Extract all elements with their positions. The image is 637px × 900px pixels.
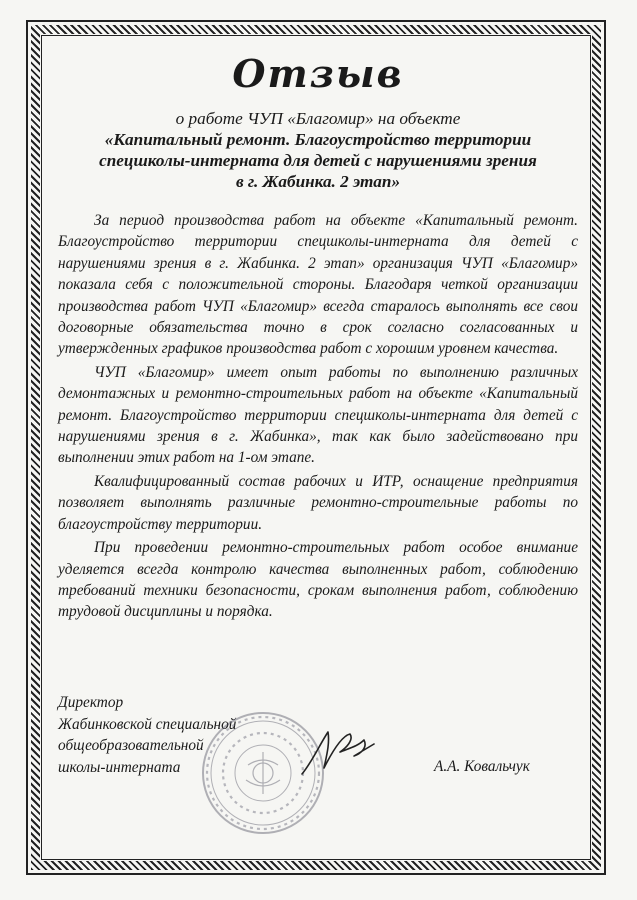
signatory-line-3: общеобразовательной <box>58 737 204 754</box>
signatory-line-1: Директор <box>58 694 124 711</box>
letter-body <box>58 210 578 623</box>
subtitle-line-3: спецшколы-интерната для детей с нарушениями зрения <box>99 151 537 170</box>
paragraph-3: Квалифицированный состав рабочих и ИТР, оснащение предприятия позволяет выполнять различные ремонтно-строительные работы по благоустройству территории. <box>58 472 578 533</box>
letter-content <box>58 45 578 625</box>
handwritten-signature-icon <box>298 722 378 782</box>
paragraph-4: При проведении ремонтно-строительных работ особое внимание уделяется всегда контролю качества выполненных работ, соблюдению требований техники безопасности, срокам выполнения работ, соблюдению трудовой дисциплины и порядка. <box>58 539 578 621</box>
subtitle-line-2: «Капитальный ремонт. Благоустройство территории <box>104 130 532 149</box>
signatory-line-4: школы-интерната <box>58 758 181 776</box>
signature-block <box>58 692 578 842</box>
paragraph-1: За период производства работ на объекте «Капитальный ремонт. Благоустройство территории спецшколы-интерната для детей с нарушениями зрения в г. Жабинка. 2 этап» организация ЧУП «Благомир» показала себя с положительной стороны. Благодаря четкой организации производства работ ЧУП «Благомир» всегда старалось выполнять все свои договорные обязательства точно в срок согласно согласованных и утвержденных графиков производства работ с хорошим уровнем качества. <box>58 212 578 358</box>
paragraph-2: ЧУП «Благомир» имеет опыт работы по выполнению различных демонтажных и ремонтно-строительных работ на объекте «Капитальный ремонт. Благоустройство территории спецшколы-интерната для детей с нарушениями зрения в г. Жабинка», так как было задействовано при выполнении этих работ на 1-ом этапе. <box>58 363 578 467</box>
document-title: Отзыв <box>232 51 404 96</box>
document-subtitle <box>58 108 578 192</box>
subtitle-line-4: в г. Жабинка. 2 этап» <box>235 172 401 191</box>
signatory-name: А.А. Ковальчук <box>434 758 530 775</box>
signatory-line-2: Жабинковской специальной <box>58 715 237 733</box>
subtitle-line-1: о работе ЧУП «Благомир» на объекте <box>175 109 461 128</box>
